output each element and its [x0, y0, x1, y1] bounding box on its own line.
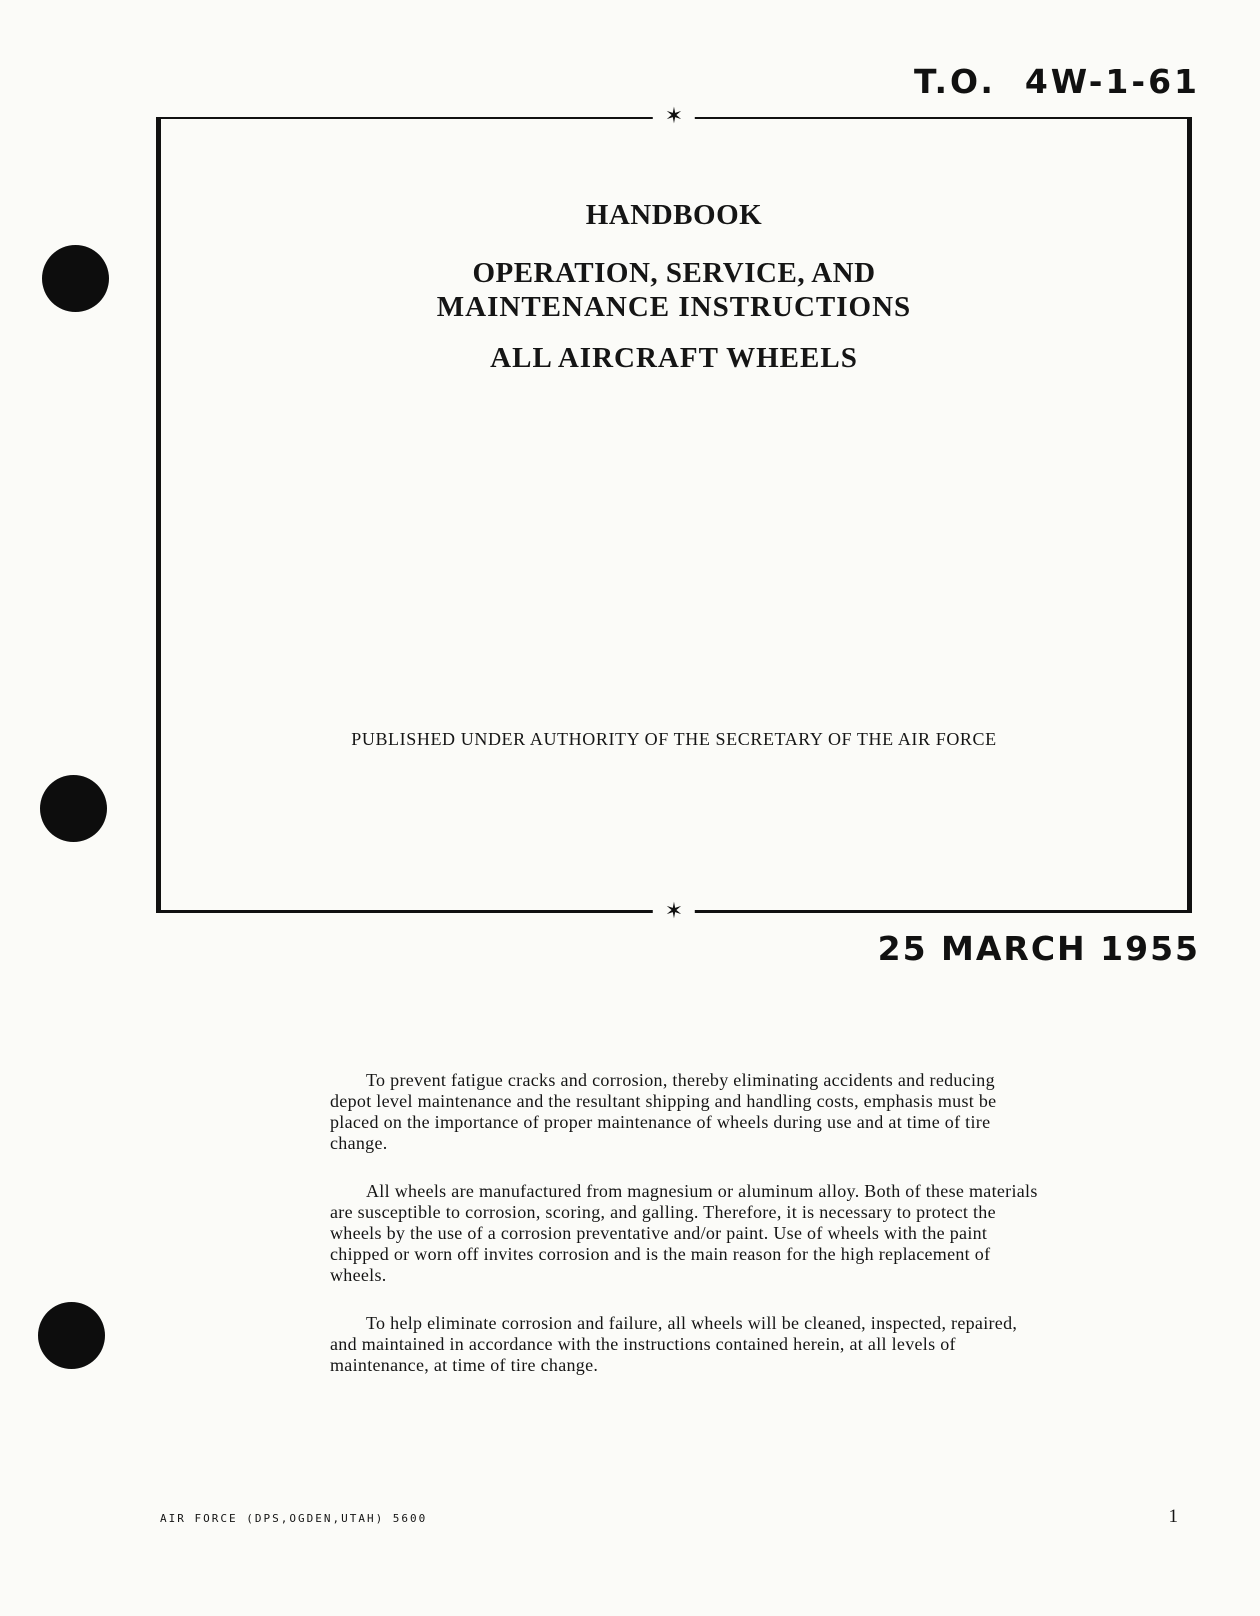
authority-statement: PUBLISHED UNDER AUTHORITY OF THE SECRETARY OF THE AIR FORCE: [351, 729, 997, 749]
title-maintenance: MAINTENANCE INSTRUCTIONS: [436, 291, 912, 323]
binder-hole-bottom: [38, 1302, 105, 1369]
binder-hole-top: [42, 245, 109, 312]
page-number: 1: [1168, 1506, 1178, 1527]
publication-date: 25 MARCH 1955: [877, 929, 1200, 968]
technical-order-number: T.O. 4W-1-61: [913, 62, 1200, 101]
body-text: [330, 1070, 1040, 1403]
title-handbook: HANDBOOK: [585, 199, 763, 231]
title-frame: [156, 104, 1192, 924]
binder-hole-middle: [40, 775, 107, 842]
title-operation: OPERATION, SERVICE, AND: [472, 257, 876, 289]
title-wheels: ALL AIRCRAFT WHEELS: [490, 342, 858, 374]
title-block: [161, 199, 1187, 375]
printer-imprint: AIR FORCE (DPS,OGDEN,UTAH) 5600: [160, 1512, 428, 1525]
star-ornament-icon: ✶: [653, 901, 695, 923]
body-paragraph: All wheels are manufactured from magnesium or aluminum alloy. Both of these materials are susceptible to corrosion, scoring, and galling. Therefore, it is necessary to protect the wheels by the use of a corrosion preventative and/or paint. Use of wheels with the paint chipped or worn off invites corrosion and is the main reason for the high replacement of wheels.: [330, 1181, 1038, 1285]
star-ornament-icon: ✶: [653, 106, 695, 128]
body-paragraph: To prevent fatigue cracks and corrosion, thereby eliminating accidents and reducing depot level maintenance and the resultant shipping and handling costs, emphasis must be placed on the importance of proper maintenance of wheels during use and at time of tire change.: [330, 1070, 997, 1153]
body-paragraph: To help eliminate corrosion and failure, all wheels will be cleaned, inspected, repaired, and maintained in accordance with the instructions contained herein, at all levels of maintenance, at time of tire change.: [330, 1313, 1018, 1375]
